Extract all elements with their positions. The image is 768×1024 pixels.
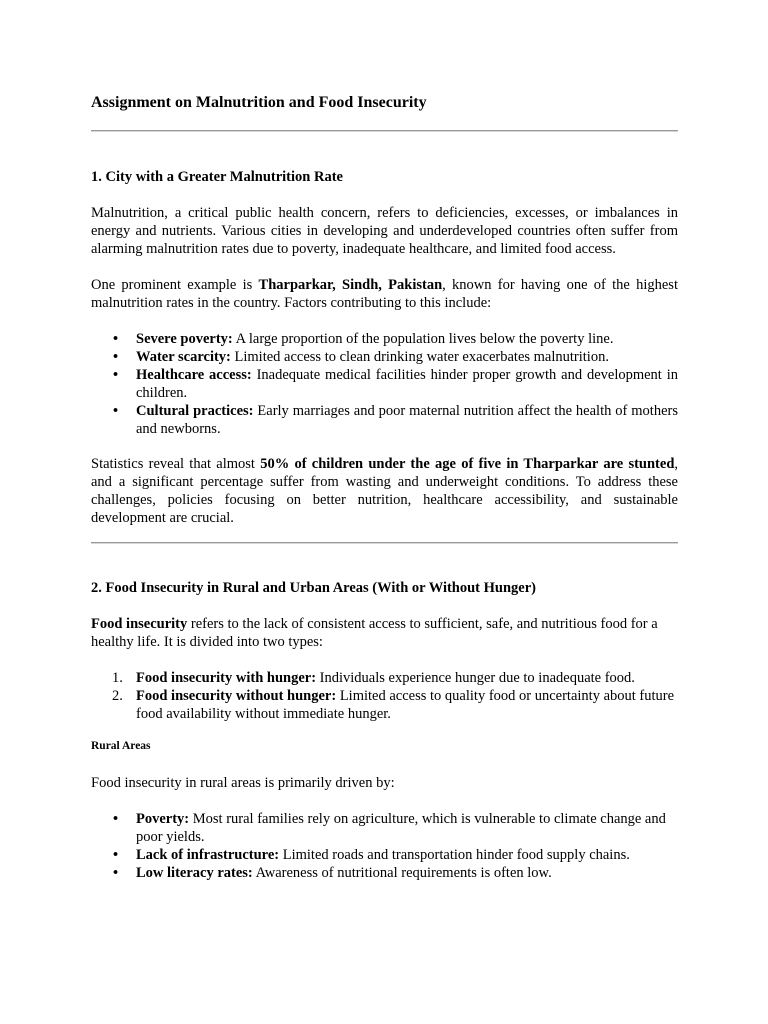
bullet-marker: • (113, 331, 119, 347)
item-text: Awareness of nutritional requirements is often low. (252, 865, 552, 881)
paragraph (91, 455, 678, 527)
item-label: Water scarcity: (136, 349, 231, 365)
item-label: Low literacy rates: (136, 865, 253, 881)
number-marker: 2. (112, 688, 123, 704)
item-text: Limited access to clean drinking water exacerbates malnutrition. (230, 349, 609, 365)
horizontal-rule (91, 542, 678, 544)
item-label: Food insecurity with hunger: (136, 670, 317, 686)
item-label: Food insecurity without hunger: (136, 688, 337, 704)
bullet-marker: • (113, 367, 119, 383)
bullet-marker: • (113, 865, 119, 881)
paragraph: Food insecurity in rural areas is primarily driven by: (91, 775, 395, 791)
paragraph: Malnutrition, a critical public health concern, refers to deficiencies, excesses, or imbalances in energy and nutrients. Various cities in developing and underdeveloped countries often suffer from alarming malnutrition rates due to poverty, inadequate healthcare, and limited food access. (91, 205, 678, 257)
list-item (91, 366, 678, 402)
list-item (91, 348, 678, 366)
list-item (91, 810, 678, 846)
text-run: Statistics reveal that almost (91, 456, 261, 472)
list-item (91, 669, 678, 687)
bullet-marker: • (113, 811, 119, 827)
list-item (91, 402, 678, 438)
text-run: , known for having one of the highest malnutrition rates in the country. Factors contributing to this include: (91, 277, 678, 311)
bullet-list (91, 810, 678, 882)
bold-text: Food insecurity (91, 616, 188, 632)
numbered-list (91, 669, 678, 723)
list-item (91, 687, 678, 723)
item-text: Limited access to quality food or uncertainty about future food availability without immediate hunger. (136, 688, 675, 722)
document-title: Assignment on Malnutrition and Food Insecurity (91, 94, 427, 111)
bullet-marker: • (113, 403, 119, 419)
text-run: One prominent example is (91, 277, 259, 293)
item-label: Cultural practices: (136, 403, 254, 419)
list-item (91, 846, 678, 864)
list-item (91, 864, 678, 882)
subsection-heading: Rural Areas (91, 740, 151, 752)
horizontal-rule (91, 130, 678, 132)
item-text: Individuals experience hunger due to inadequate food. (316, 670, 635, 686)
bullet-marker: • (113, 349, 119, 365)
item-text: Early marriages and poor maternal nutrition affect the health of mothers and newborns. (136, 403, 678, 437)
item-label: Severe poverty: (136, 331, 233, 347)
section-heading: 2. Food Insecurity in Rural and Urban Areas (With or Without Hunger) (91, 580, 536, 596)
text-run: refers to the lack of consistent access to sufficient, safe, and nutritious food for a healthy life. It is divided into two types: (91, 616, 658, 650)
bullet-list (91, 330, 678, 438)
section-heading: 1. City with a Greater Malnutrition Rate (91, 169, 343, 185)
item-text: Most rural families rely on agriculture, which is vulnerable to climate change and poor yields. (136, 811, 666, 845)
list-item (91, 330, 678, 348)
item-label: Lack of infrastructure: (136, 847, 280, 863)
number-marker: 1. (112, 670, 123, 686)
item-text: Limited roads and transportation hinder food supply chains. (279, 847, 630, 863)
bold-text: 50% of children under the age of five in Tharparkar are stunted (260, 456, 675, 472)
paragraph (91, 276, 678, 312)
paragraph (91, 615, 678, 651)
text-run: , and a significant percentage suffer from wasting and underweight conditions. To address these challenges, policies focusing on better nutrition, healthcare accessibility, and sustainable development are crucial. (91, 456, 679, 526)
bold-text: Tharparkar, Sindh, Pakistan (258, 277, 443, 293)
bullet-marker: • (113, 847, 119, 863)
item-text: A large proportion of the population lives below the poverty line. (232, 331, 614, 347)
item-text: Inadequate medical facilities hinder proper growth and development in children. (136, 367, 678, 401)
item-label: Poverty: (136, 811, 190, 827)
item-label: Healthcare access: (136, 367, 252, 383)
